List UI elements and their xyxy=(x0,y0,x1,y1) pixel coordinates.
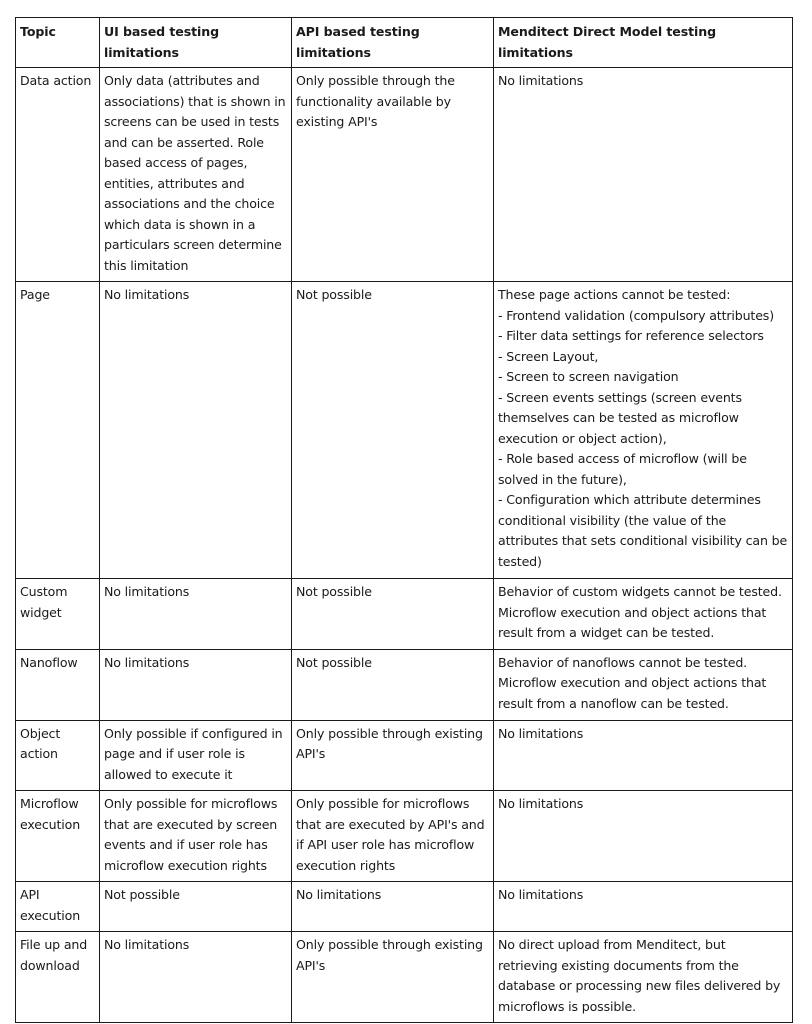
topic-cell: Page xyxy=(16,282,100,579)
api-limitation-cell: No limitations xyxy=(292,882,494,932)
mdm-limitation-cell: No direct upload from Menditect, but retrieving existing documents from the database or processing new files delivered by microflows is possible. xyxy=(494,932,793,1023)
mdm-limitation-cell: Behavior of custom widgets cannot be tested. Microflow execution and object actions that result from a widget can be tested. xyxy=(494,579,793,650)
api-limitation-cell: Not possible xyxy=(292,649,494,720)
topic-cell: Custom widget xyxy=(16,579,100,650)
ui-limitation-cell: No limitations xyxy=(100,932,292,1023)
mdm-limitation-cell: No limitations xyxy=(494,791,793,882)
api-limitation-cell: Only possible through existing API's xyxy=(292,720,494,791)
api-limitation-cell: Only possible for microflows that are executed by API's and if API user role has microflow execution rights xyxy=(292,791,494,882)
header-ui-based: UI based testing limitations xyxy=(100,18,292,68)
ui-limitation-cell: Only possible if configured in page and if user role is allowed to execute it xyxy=(100,720,292,791)
mdm-limitation-cell: These page actions cannot be tested: - Frontend validation (compulsory attributes) - Filter data settings for reference selectors - Screen Layout, - Screen to screen navigation - Screen events settings (screen events themselves can be tested as microflow execution or object action), - Role based access of microflow (will be solved in the future), - Configuration which attribute determines conditional visibility (the value of the attributes that sets conditional visibility can be tested) xyxy=(494,282,793,579)
mdm-limitation-cell: No limitations xyxy=(494,720,793,791)
table-body xyxy=(16,68,793,1023)
api-limitation-cell: Only possible through existing API's xyxy=(292,932,494,1023)
topic-cell: Nanoflow xyxy=(16,649,100,720)
table-row xyxy=(16,579,793,650)
header-menditect-direct-model: Menditect Direct Model testing limitations xyxy=(494,18,793,68)
table-row xyxy=(16,882,793,932)
ui-limitation-cell: Only possible for microflows that are executed by screen events and if user role has microflow execution rights xyxy=(100,791,292,882)
topic-cell: File up and download xyxy=(16,932,100,1023)
ui-limitation-cell: Not possible xyxy=(100,882,292,932)
topic-cell: API execution xyxy=(16,882,100,932)
mdm-limitation-cell: Behavior of nanoflows cannot be tested. Microflow execution and object actions that result from a nanoflow can be tested. xyxy=(494,649,793,720)
mdm-limitation-cell: No limitations xyxy=(494,68,793,282)
mdm-limitation-cell: No limitations xyxy=(494,882,793,932)
table-row xyxy=(16,791,793,882)
table-row xyxy=(16,932,793,1023)
topic-cell: Microflow execution xyxy=(16,791,100,882)
table-row xyxy=(16,282,793,579)
limitations-table xyxy=(15,17,793,1023)
header-topic: Topic xyxy=(16,18,100,68)
ui-limitation-cell: No limitations xyxy=(100,649,292,720)
table-row xyxy=(16,68,793,282)
api-limitation-cell: Only possible through the functionality available by existing API's xyxy=(292,68,494,282)
topic-cell: Object action xyxy=(16,720,100,791)
api-limitation-cell: Not possible xyxy=(292,579,494,650)
ui-limitation-cell: No limitations xyxy=(100,282,292,579)
table-header xyxy=(16,18,793,68)
ui-limitation-cell: No limitations xyxy=(100,579,292,650)
table-row xyxy=(16,720,793,791)
ui-limitation-cell: Only data (attributes and associations) that is shown in screens can be used in tests and can be asserted. Role based access of pages, entities, attributes and associations and the choice which data is shown in a particulars screen determine this limitation xyxy=(100,68,292,282)
header-row xyxy=(16,18,793,68)
header-api-based: API based testing limitations xyxy=(292,18,494,68)
topic-cell: Data action xyxy=(16,68,100,282)
table-row xyxy=(16,649,793,720)
api-limitation-cell: Not possible xyxy=(292,282,494,579)
